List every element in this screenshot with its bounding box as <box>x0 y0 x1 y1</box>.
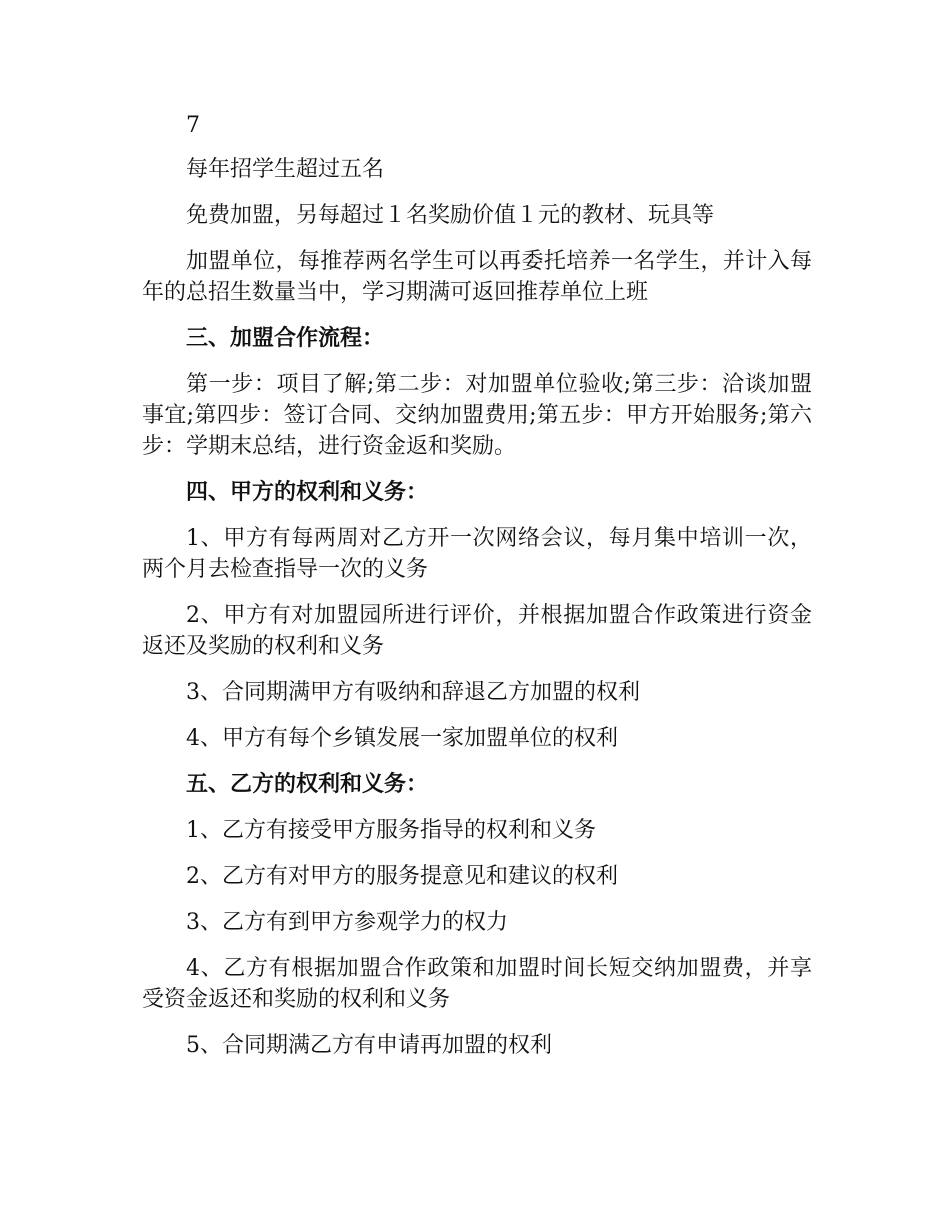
paragraph-enrollment-condition: 每年招学生超过五名 <box>186 157 385 182</box>
party-a-item-2: 2、甲方有对加盟园所进行评价，并根据加盟合作政策进行资金返还及奖励的权利和义务 <box>142 603 812 659</box>
paragraph-free-membership: 免费加盟，另每超过１名奖励价值１元的教材、玩具等 <box>186 203 715 228</box>
party-b-item-2: 2、乙方有对甲方的服务提意见和建议的权利 <box>186 864 618 889</box>
page-number: 7 <box>186 113 200 138</box>
paragraph-process-steps: 第一步：项目了解;第二步：对加盟单位验收;第三步：洽谈加盟事宜;第四步：签订合同、交纳加盟费用;第五步：甲方开始服务;第六步：学期末总结，进行资金返和奖励。 <box>142 372 812 459</box>
paragraph-referral: 加盟单位，每推荐两名学生可以再委托培养一名学生，并计入每年的总招生数量当中，学习期满可返回推荐单位上班 <box>142 249 812 305</box>
party-a-item-3: 3、合同期满甲方有吸纳和辞退乙方加盟的权利 <box>186 680 640 705</box>
party-a-item-1: 1、甲方有每两周对乙方开一次网络会议，每月集中培训一次，两个月去检查指导一次的义务 <box>142 526 812 582</box>
party-b-item-5: 5、合同期满乙方有申请再加盟的权利 <box>186 1033 552 1058</box>
party-a-item-4: 4、甲方有每个乡镇发展一家加盟单位的权利 <box>186 726 618 751</box>
section-heading-party-a: 四、甲方的权利和义务： <box>186 479 429 505</box>
party-b-item-3: 3、乙方有到甲方参观学力的权力 <box>186 910 508 935</box>
section-heading-process: 三、加盟合作流程： <box>186 325 385 351</box>
section-heading-party-b: 五、乙方的权利和义务： <box>186 771 429 797</box>
document-page <box>142 110 812 1076</box>
party-b-item-1: 1、乙方有接受甲方服务指导的权利和义务 <box>186 818 596 843</box>
party-b-item-4: 4、乙方有根据加盟合作政策和加盟时间长短交纳加盟费，并享受资金返还和奖励的权利和义务 <box>142 956 812 1012</box>
